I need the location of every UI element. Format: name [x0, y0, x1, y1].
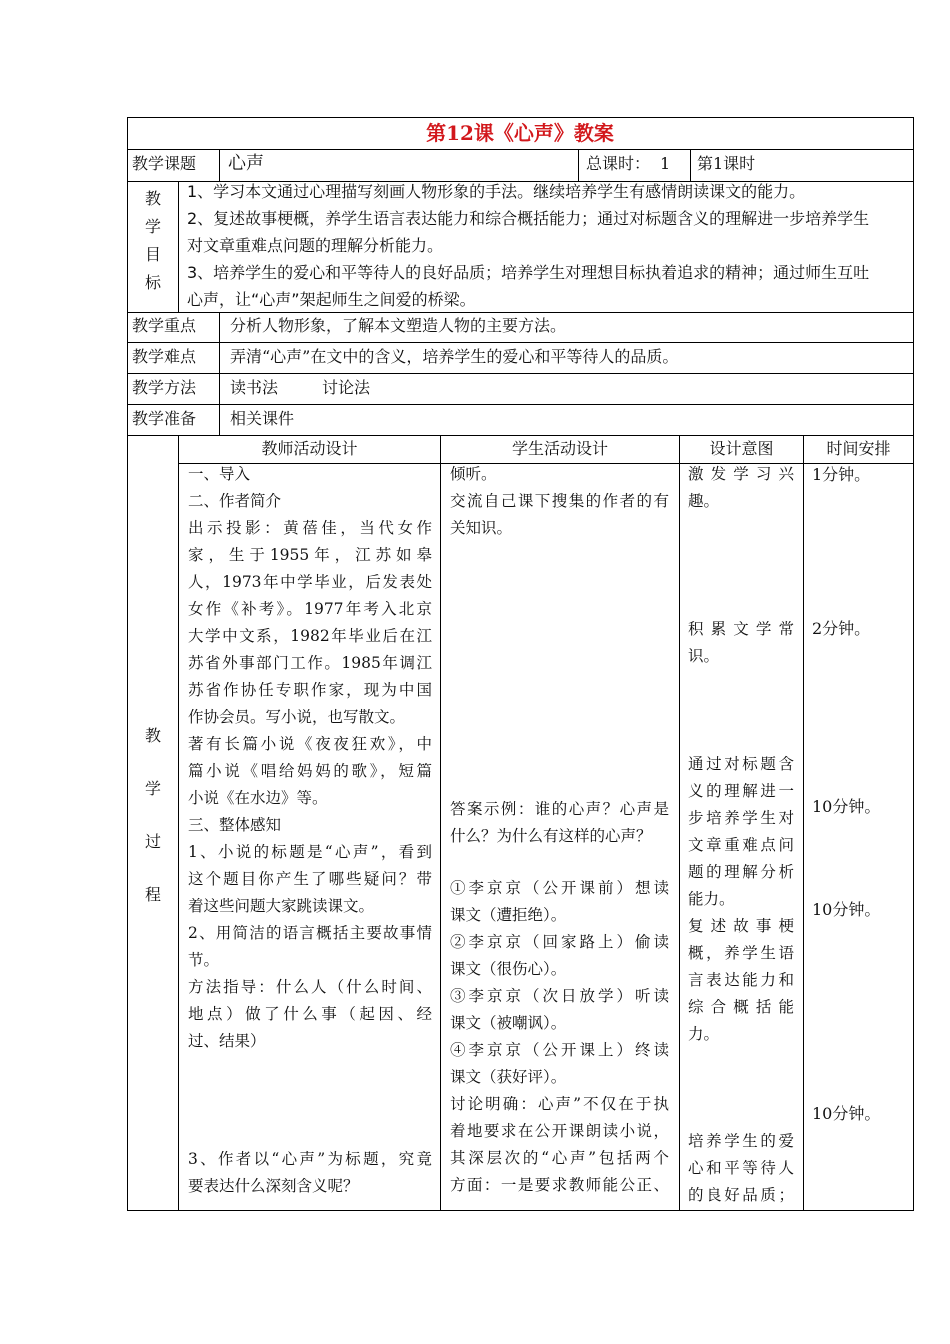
student-line: 交流自己课下搜集的作者的有: [450, 492, 669, 510]
table-border-bottom: [127, 1210, 913, 1211]
teacher-line: 家，生于1955年，江苏如皋: [188, 546, 432, 564]
method-value-reading: 读书法: [230, 378, 279, 397]
teacher-line: 苏省作协任专职作家，现为中国: [188, 681, 432, 699]
col-divider: [178, 435, 179, 1210]
table-border-left: [127, 117, 128, 1211]
student-line: ④李京京（公开课上）终读: [450, 1041, 669, 1059]
intent-line: 心和平等待人: [688, 1159, 794, 1177]
student-line: 什么？为什么有这样的心声？: [450, 827, 652, 845]
teacher-line: 苏省外事部门工作。1985年调江: [188, 654, 432, 672]
student-line: ①李京京（公开课前）想读: [450, 879, 669, 897]
intent-line: 言表达能力和: [688, 971, 794, 989]
goals-label-char: 标: [144, 273, 161, 292]
intent-line: 的良好品质；: [688, 1186, 794, 1204]
student-answer-example: [450, 796, 669, 850]
topic-label: 教学课题: [132, 154, 197, 173]
col-divider: [578, 149, 579, 181]
teacher-line: 着这些问题大家跳读课文。: [188, 897, 375, 915]
student-line: 课文（获好评）。: [450, 1068, 567, 1086]
teacher-line: 大学中文系，1982年毕业后在江: [188, 627, 432, 645]
teacher-line: 著有长篇小说《夜夜狂欢》，中: [188, 735, 432, 753]
teacher-line: 女作《补考》。1977年考入北京: [188, 600, 432, 618]
student-line: ③李京京（次日放学）听读: [450, 987, 669, 1005]
intent-interest: [688, 461, 794, 515]
topic-value: 心声: [228, 153, 264, 174]
goals-label-char: 学: [144, 217, 161, 236]
student-line: 着地要求在公开课朗读小说，: [450, 1122, 669, 1140]
col-divider: [690, 149, 691, 181]
process-label-char: 过: [144, 832, 161, 851]
total-hours-value: 1: [660, 154, 671, 173]
teacher-line: 过、结果）: [188, 1032, 266, 1050]
method-label: 教学方法: [132, 378, 197, 397]
teacher-line: 一、导入: [188, 465, 251, 483]
teacher-line: 地点）做了什么事（起因、经: [188, 1005, 432, 1023]
header-student-activity: 学生活动设计: [511, 439, 608, 458]
table-border-top: [127, 117, 913, 118]
intent-title-analysis: [688, 751, 794, 1048]
student-activity-intro: [450, 461, 669, 542]
intent-line: 义的理解进一: [688, 782, 794, 800]
student-line: ②李京京（回家路上）偷读: [450, 933, 669, 951]
header-time: 时间安排: [826, 439, 891, 458]
student-line: 课文（很伤心）。: [450, 960, 567, 978]
col-divider: [178, 181, 179, 312]
prep-value: 相关课件: [230, 409, 295, 428]
process-label-char: 教: [144, 726, 161, 745]
col-divider: [219, 312, 220, 435]
time-item: 10分钟。: [812, 1104, 881, 1123]
student-line: 倾听。: [450, 465, 497, 483]
col-divider: [219, 149, 220, 181]
goal-line: 2、复述故事梗概，养学生语言表达能力和综合概括能力；通过对标题含义的理解进一步培养学生: [187, 209, 870, 228]
intent-line: 激发学习兴: [688, 465, 794, 483]
student-line: 方面：一是要求教师能公正、: [450, 1176, 669, 1194]
teacher-activity-text: [188, 461, 432, 1055]
focus-label: 教学重点: [132, 316, 197, 335]
intent-line: 概，养学生语: [688, 944, 794, 962]
prep-label: 教学准备: [132, 409, 197, 428]
process-label-char: 学: [144, 779, 161, 798]
intent-line: 力。: [688, 1025, 720, 1043]
col-divider: [440, 435, 441, 1210]
teacher-line: 3、作者以“心声”为标题，究竟: [188, 1150, 432, 1168]
student-line: 课文（遭拒绝）。: [450, 906, 567, 924]
header-teacher-activity: 教师活动设计: [261, 439, 358, 458]
teacher-line: 小说《在水边》等。: [188, 789, 328, 807]
method-value-discussion: 讨论法: [322, 378, 371, 397]
goals-label-char: 教: [144, 189, 161, 208]
teacher-line: 篇小说《唱给妈妈的歌》，短篇: [188, 762, 432, 780]
teacher-line: 人，1973年中学毕业，后发表处: [188, 573, 432, 591]
student-line: 讨论明确：心声”不仅在于执: [450, 1095, 669, 1113]
student-line: 关知识。: [450, 519, 513, 537]
col-divider: [679, 435, 680, 1210]
time-item: 10分钟。: [812, 797, 881, 816]
intent-character: [688, 1128, 794, 1209]
teacher-line: 这个题目你产生了哪些疑问？带: [188, 870, 432, 888]
teacher-line: 方法指导：什么人（什么时间、: [188, 978, 432, 996]
goal-line: 对文章重难点问题的理解分析能力。: [187, 236, 444, 255]
col-divider: [803, 435, 804, 1210]
difficulty-value: 弄清“心声”在文中的含义，培养学生的爱心和平等待人的品质。: [230, 347, 679, 366]
total-hours-label: 总课时：: [586, 154, 651, 173]
intent-line: 题的理解分析: [688, 863, 794, 881]
intent-line: 通过对标题含: [688, 755, 794, 773]
goals-text: [187, 178, 869, 313]
student-line: 答案示例：谁的心声？心声是: [450, 800, 669, 818]
header-design-intent: 设计意图: [709, 439, 774, 458]
intent-line: 趣。: [688, 492, 720, 510]
teacher-line: 三、整体感知: [188, 816, 282, 834]
intent-line: 能力。: [688, 890, 735, 908]
teacher-line: 1、小说的标题是“心声”，看到: [188, 843, 432, 861]
teacher-line: 二、作者简介: [188, 492, 282, 510]
student-line: 其深层次的“心声”包括两个: [450, 1149, 669, 1167]
table-border-right: [913, 117, 914, 1211]
intent-line: 步培养学生对: [688, 809, 794, 827]
goal-line: 3、培养学生的爱心和平等待人的良好品质；培养学生对理想目标执着追求的精神；通过师生互吐: [187, 263, 870, 282]
teacher-question-3: [188, 1146, 432, 1200]
intent-line: 文章重难点问: [688, 836, 794, 854]
goal-line: 心声，让“心声”架起师生之间爱的桥梁。: [187, 290, 476, 309]
time-item: 10分钟。: [812, 900, 881, 919]
student-line: 课文（被嘲讽）。: [450, 1014, 567, 1032]
time-item: 2分钟。: [812, 619, 871, 638]
time-item: 1分钟。: [812, 465, 871, 484]
intent-line: 积累文学常: [688, 620, 794, 638]
page-title: 第12课《心声》教案: [426, 121, 614, 145]
teacher-line: 2、用简洁的语言概括主要故事情: [188, 924, 432, 942]
intent-line: 识。: [688, 647, 720, 665]
student-story-summary: [450, 875, 669, 1199]
lesson-number: 第1课时: [697, 154, 756, 173]
teacher-line: 节。: [188, 951, 220, 969]
process-label-char: 程: [144, 885, 161, 904]
focus-value: 分析人物形象，了解本文塑造人物的主要方法。: [230, 316, 567, 335]
difficulty-label: 教学难点: [132, 347, 197, 366]
goals-label-char: 目: [144, 245, 161, 264]
intent-line: 综合概括能: [688, 998, 794, 1016]
teacher-line: 出示投影：黄蓓佳，当代女作: [188, 519, 432, 537]
intent-knowledge: [688, 616, 794, 670]
goal-line: 1、学习本文通过心理描写刻画人物形象的手法。继续培养学生有感情朗读课文的能力。: [187, 182, 806, 201]
intent-line: 复述故事梗: [688, 917, 794, 935]
teacher-line: 要表达什么深刻含义呢？: [188, 1177, 359, 1195]
intent-line: 培养学生的爱: [688, 1132, 794, 1150]
teacher-line: 作协会员。写小说，也写散文。: [188, 708, 406, 726]
